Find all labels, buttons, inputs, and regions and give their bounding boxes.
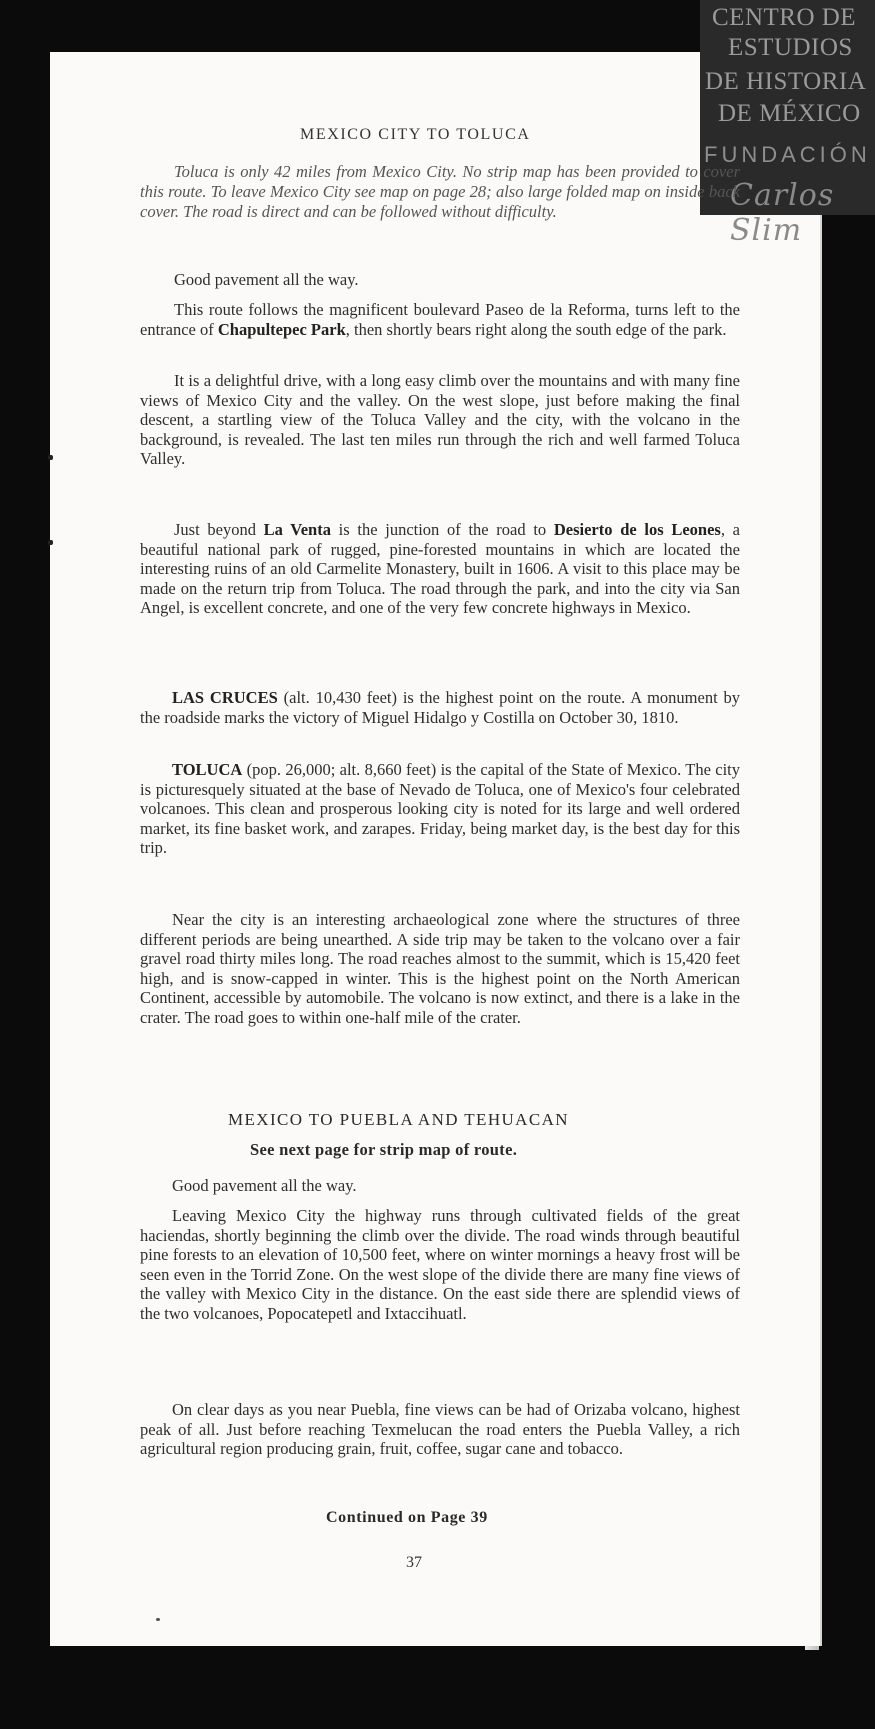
intro-note: Toluca is only 42 miles from Mexico City. No strip map has been provided to cover this route. To leave Mexico City see map on page 28; also large folded map on inside back cover. The road is direct and can be followed without difficulty. bbox=[140, 162, 740, 221]
paragraph-drive: It is a delightful drive, with a long easy climb over the mountains and with many fine views of Mexico City and the valley. On the west slope, just before making the final descent, a startling view of the Toluca Valley and the city, with the volcano in the background, is revealed. The last ten miles run through the rich and well farmed Toluca Valley. bbox=[140, 371, 740, 469]
place-chapultepec-park: Chapultepec Park bbox=[217, 319, 346, 339]
paragraph-archaeology: Near the city is an interesting archaeological zone where the structures of three different periods are being unearthed. A side trip may be taken to the volcano over a fair gravel road thirty miles long. The road reaches almost to the summit, which is 15,420 feet high, and is snow-capped in winter. This is the highest point on the North American Continent, accessible by automobile. The volcano is now extinct, and there is a lake in the crater. The road goes to within one-half mile of the crater. bbox=[140, 910, 740, 1027]
page-number: 37 bbox=[406, 1554, 422, 1571]
stamp-line-2: ESTUDIOS bbox=[728, 34, 853, 61]
paper-speck bbox=[156, 1618, 160, 1621]
binding-mark bbox=[48, 540, 53, 545]
place-las-cruces: LAS CRUCES bbox=[172, 688, 278, 707]
pavement-note-1: Good pavement all the way. bbox=[174, 270, 359, 289]
paragraph-toluca bbox=[140, 760, 740, 858]
stamp-line-4: DE MÉXICO bbox=[718, 100, 861, 127]
continued-note: Continued on Page 39 bbox=[326, 1509, 488, 1526]
paragraph-la-venta-text-c: , a beautiful national park of rugged, pine-forested mountains in which are located the interesting ruins of an old Carmelite Monastery, built in 1606. A visit to this place may be made on the return trip from Toluca. The road through the park, and into the city via San Angel, is excellent concrete, and one of the very few concrete highways in Mexico. bbox=[140, 520, 741, 618]
paragraph-puebla: On clear days as you near Puebla, fine views can be had of Orizaba volcano, highest peak of all. Just before reaching Texmelucan the road enters the Puebla Valley, a rich agricultural region producing grain, fruit, coffee, sugar cane and tobacco. bbox=[140, 1400, 740, 1459]
section-title-toluca: MEXICO CITY TO TOLUCA bbox=[300, 126, 531, 143]
paragraph-las-cruces-text: (alt. 10,430 feet) is the highest point on the route. A monument by the roadside marks the victory of Miguel Hidalgo y Costilla on October 30, 1810. bbox=[140, 688, 740, 727]
signature-logo: Carlos Slim bbox=[730, 178, 835, 248]
paragraph-route-text-a: This route follows the magnificent boulevard Paseo de la Reforma, turns left to the entrance of bbox=[140, 300, 740, 339]
paragraph-route-text-b: , then shortly bears right along the south edge of the park. bbox=[345, 319, 727, 339]
place-desierto-de-los-leones: Desierto de los Leones bbox=[553, 520, 721, 539]
paragraph-leaving-mexico: Leaving Mexico City the highway runs through cultivated fields of the great haciendas, shortly beginning the climb over the divide. The road winds through beautiful pine forests to an elevation of 10,500 feet, where on winter mornings a heavy frost will be seen even in the Torrid Zone. On the west slope of the divide there are many fine views of the valley with Mexico City in the distance. On the east side there are splendid views of the two volcanoes, Popocatepetl and Ixtaccihuatl. bbox=[140, 1206, 740, 1323]
place-toluca: TOLUCA bbox=[172, 760, 243, 779]
section-title-puebla: MEXICO TO PUEBLA AND TEHUACAN bbox=[228, 1110, 569, 1129]
pavement-note-2: Good pavement all the way. bbox=[172, 1176, 357, 1195]
paragraph-la-venta-text-a: Just beyond bbox=[174, 520, 264, 539]
stamp-line-5: FUNDACIÓN bbox=[704, 142, 871, 167]
stamp-line-1: CENTRO DE bbox=[712, 4, 857, 31]
strip-map-note: See next page for strip map of route. bbox=[250, 1140, 518, 1159]
stamp-line-3: DE HISTORIA bbox=[705, 68, 867, 95]
paragraph-toluca-text: (pop. 26,000; alt. 8,660 feet) is the capital of the State of Mexico. The city is picturesquely situated at the base of Nevado de Toluca, one of Mexico's four celebrated volcanoes. This clean and prosperous looking city is noted for its large and well ordered market, its fine basket work, and zarapes. Friday, being market day, is the best day for this trip. bbox=[140, 760, 740, 858]
paragraph-la-venta bbox=[140, 520, 740, 618]
binding-mark bbox=[48, 455, 53, 460]
paragraph-las-cruces bbox=[140, 688, 740, 727]
place-la-venta: La Venta bbox=[263, 520, 331, 539]
paragraph-la-venta-text-b: is the junction of the road to bbox=[330, 520, 554, 539]
paragraph-route bbox=[140, 300, 740, 339]
